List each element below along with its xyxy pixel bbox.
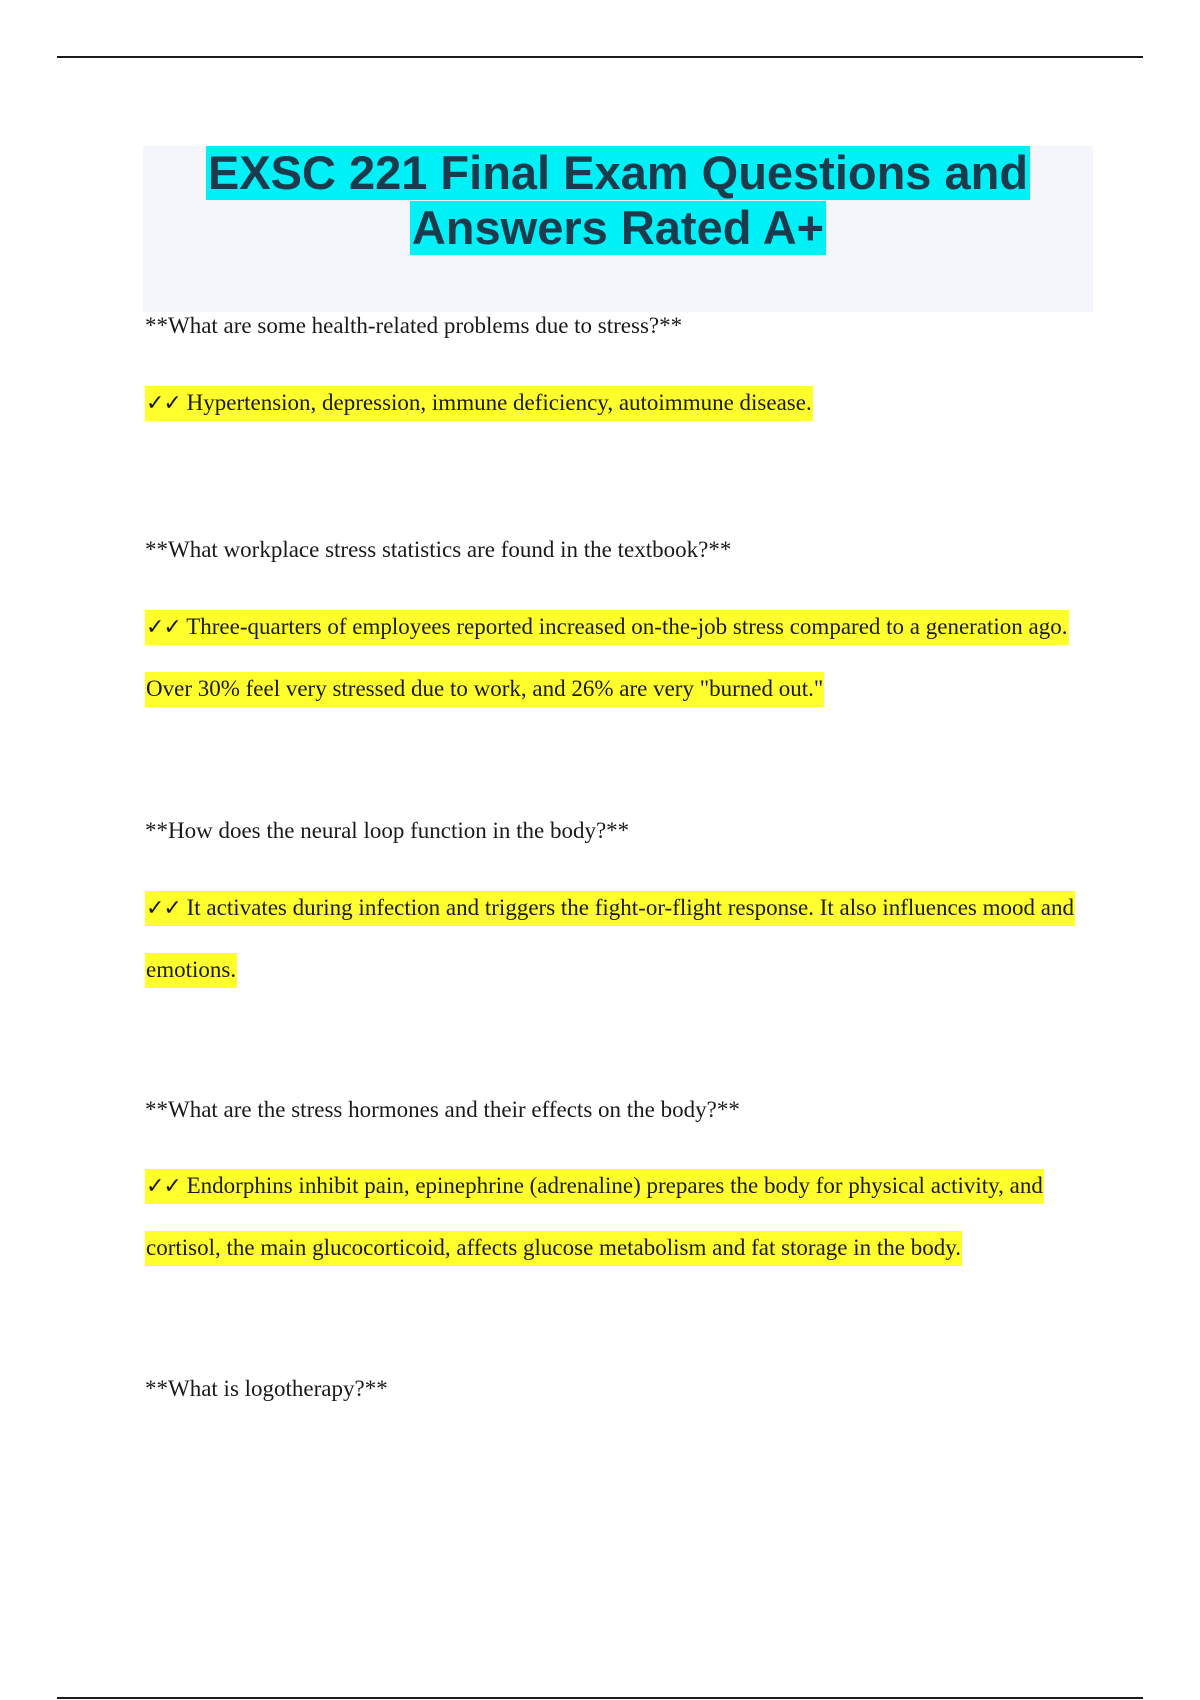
title-block	[143, 146, 1093, 312]
question-5: **What is logotherapy?**	[145, 1376, 388, 1401]
check-mark-icon: ✓✓	[146, 896, 181, 921]
answer-3	[145, 877, 1105, 1000]
answer-1	[145, 372, 1105, 434]
answer-2	[145, 596, 1105, 719]
question-1: **What are some health-related problems due to stress?**	[145, 313, 683, 338]
document-title-line-2: Answers Rated A+	[411, 201, 825, 254]
answer-4-text: Endorphins inhibit pain, epinephrine (adrenaline) prepares the body for physical activity, and cortisol, the main glucocorticoid, affects glucose metabolism and fat storage in the body.	[146, 1173, 1043, 1260]
check-mark-icon: ✓✓	[146, 391, 181, 416]
answer-2-text: Three-quarters of employees reported increased on-the-job stress compared to a generation ago. Over 30% feel very stressed due to work, and 26% are very "burned out."	[146, 614, 1068, 701]
question-3: **How does the neural loop function in the body?**	[145, 818, 630, 843]
question-4: **What are the stress hormones and their effects on the body?**	[145, 1097, 740, 1122]
answer-3-text: It activates during infection and triggers the fight-or-flight response. It also influences mood and emotions.	[146, 895, 1074, 982]
answer-1-text: Hypertension, depression, immune deficiency, autoimmune disease.	[186, 390, 812, 415]
answer-4	[145, 1155, 1105, 1278]
document-title-line-1: EXSC 221 Final Exam Questions and	[207, 146, 1029, 199]
footer-rule	[57, 1697, 1143, 1699]
question-2: **What workplace stress statistics are found in the textbook?**	[145, 537, 732, 562]
header-rule	[57, 56, 1143, 58]
check-mark-icon: ✓✓	[146, 615, 181, 640]
check-mark-icon: ✓✓	[146, 1174, 181, 1199]
